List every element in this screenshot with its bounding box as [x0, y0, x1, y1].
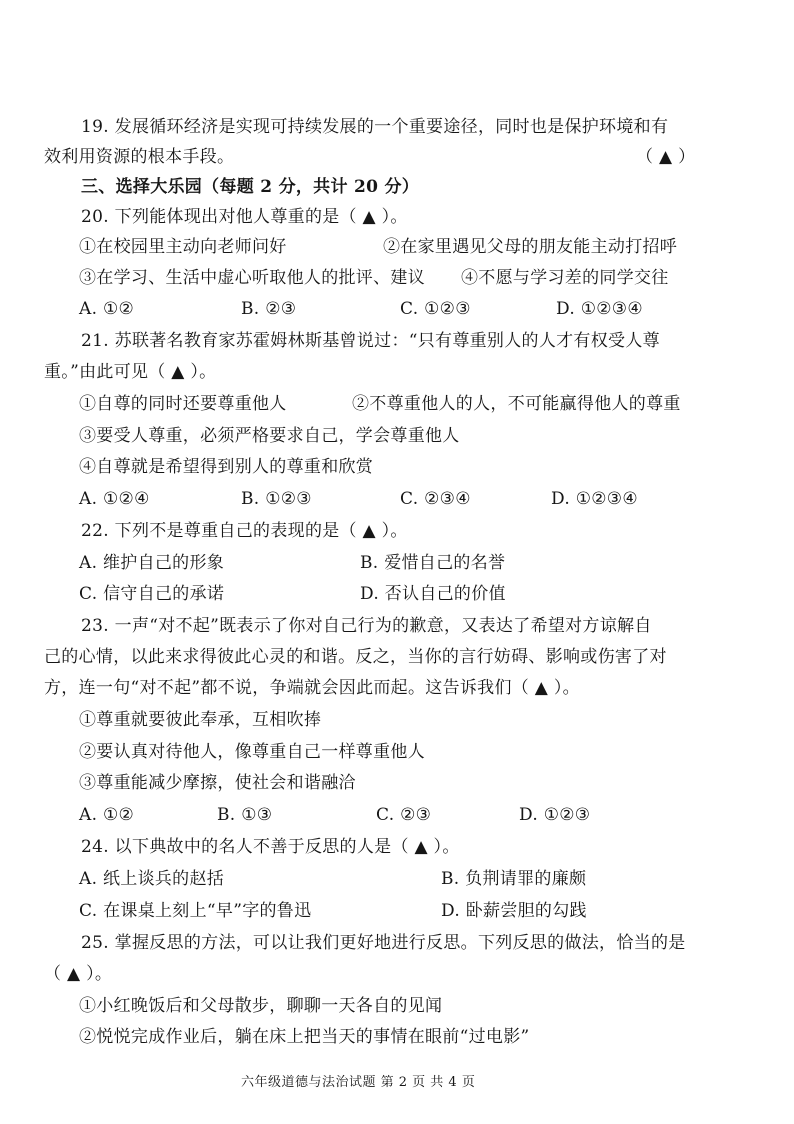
q24-stem: 24. 以下典故中的名人不善于反思的人是（ ▲ ）。 [81, 837, 460, 857]
q20-option-b: B. ②③ [241, 299, 297, 319]
q21-option-c: C. ②③④ [400, 489, 471, 509]
q25-statement-2: ②悦悦完成作业后，躺在床上把当天的事情在眼前“过电影” [79, 1027, 530, 1047]
q21-stem-line-1: 21. 苏联著名教育家苏霍姆林斯基曾说过：“只有尊重别人的人才有权受人尊 [81, 331, 660, 351]
q23-option-a: A. ①② [79, 805, 135, 825]
q20-statement-4: ④不愿与学习差的同学交往 [461, 268, 669, 288]
q20-option-c: C. ①②③ [400, 299, 471, 319]
q22-option-c: C. 信守自己的承诺 [79, 584, 225, 604]
q21-option-d: D. ①②③④ [551, 489, 638, 509]
q21-statement-2: ②不尊重他人的人，不可能赢得他人的尊重 [352, 394, 681, 414]
q21-statement-1: ①自尊的同时还要尊重他人 [79, 394, 287, 414]
q25-stem-line-2: （ ▲ ）。 [44, 964, 113, 984]
q23-option-c: C. ②③ [376, 805, 432, 825]
q19-answer-mark: （ ▲ ） [636, 147, 696, 167]
q20-option-d: D. ①②③④ [556, 299, 643, 319]
q21-statement-3: ③要受人尊重，必须严格要求自己，学会尊重他人 [79, 426, 460, 446]
q23-statement-2: ②要认真对待他人，像尊重自己一样尊重他人 [79, 742, 425, 762]
page-footer: 六年级道德与法治试题 第 2 页 共 4 页 [241, 1075, 476, 1090]
q25-statement-1: ①小红晚饭后和父母散步，聊聊一天各自的见闻 [79, 996, 443, 1016]
q20-statement-3: ③在学习、生活中虚心听取他人的批评、建议 [79, 268, 425, 288]
q25-stem-line-1: 25. 掌握反思的方法，可以让我们更好地进行反思。下列反思的做法，恰当的是 [81, 933, 686, 953]
q23-option-b: B. ①③ [217, 805, 273, 825]
q22-option-a: A. 维护自己的形象 [79, 553, 225, 573]
q24-option-d: D. 卧薪尝胆的勾践 [441, 901, 587, 921]
q22-option-d: D. 否认自己的价值 [360, 584, 506, 604]
q22-stem: 22. 下列不是尊重自己的表现的是（ ▲ ）。 [81, 521, 408, 541]
q23-stem-line-3: 方，连一句“对不起”都不说，争端就会因此而起。这告诉我们（ ▲ ）。 [44, 678, 580, 698]
q23-statement-1: ①尊重就要彼此奉承，互相吹捧 [79, 710, 322, 730]
q20-option-a: A. ①② [79, 299, 135, 319]
q24-option-c: C. 在课桌上刻上“早”字的鲁迅 [79, 901, 312, 921]
q21-option-a: A. ①②④ [79, 489, 150, 509]
q20-statement-1: ①在校园里主动向老师问好 [79, 237, 287, 257]
q21-statement-4: ④自尊就是希望得到别人的尊重和欣赏 [79, 457, 374, 477]
q19-line-2: 效利用资源的根本手段。 [44, 147, 235, 167]
q22-option-b: B. 爱惜自己的名誉 [360, 553, 506, 573]
q24-option-b: B. 负荆请罪的廉颇 [441, 869, 587, 889]
q20-stem: 20. 下列能体现出对他人尊重的是（ ▲ ）。 [81, 207, 408, 227]
section-3-title: 三、选择大乐园（每题 2 分，共计 20 分） [81, 177, 420, 197]
q20-statement-2: ②在家里遇见父母的朋友能主动打招呼 [383, 237, 678, 257]
q21-stem-line-2: 重。”由此可见（ ▲ ）。 [44, 362, 217, 382]
q23-stem-line-1: 23. 一声“对不起”既表示了你对自己行为的歉意，又表达了希望对方谅解自 [81, 616, 652, 636]
q23-option-d: D. ①②③ [519, 805, 591, 825]
q19-line-1: 19. 发展循环经济是实现可持续发展的一个重要途径，同时也是保护环境和有 [81, 117, 669, 137]
q21-option-b: B. ①②③ [241, 489, 312, 509]
q24-option-a: A. 纸上谈兵的赵括 [79, 869, 225, 889]
q23-stem-line-2: 己的心情，以此来求得彼此心灵的和谐。反之，当你的言行妨碍、影响或伤害了对 [44, 647, 667, 667]
q23-statement-3: ③尊重能减少摩擦，使社会和谐融洽 [79, 773, 356, 793]
